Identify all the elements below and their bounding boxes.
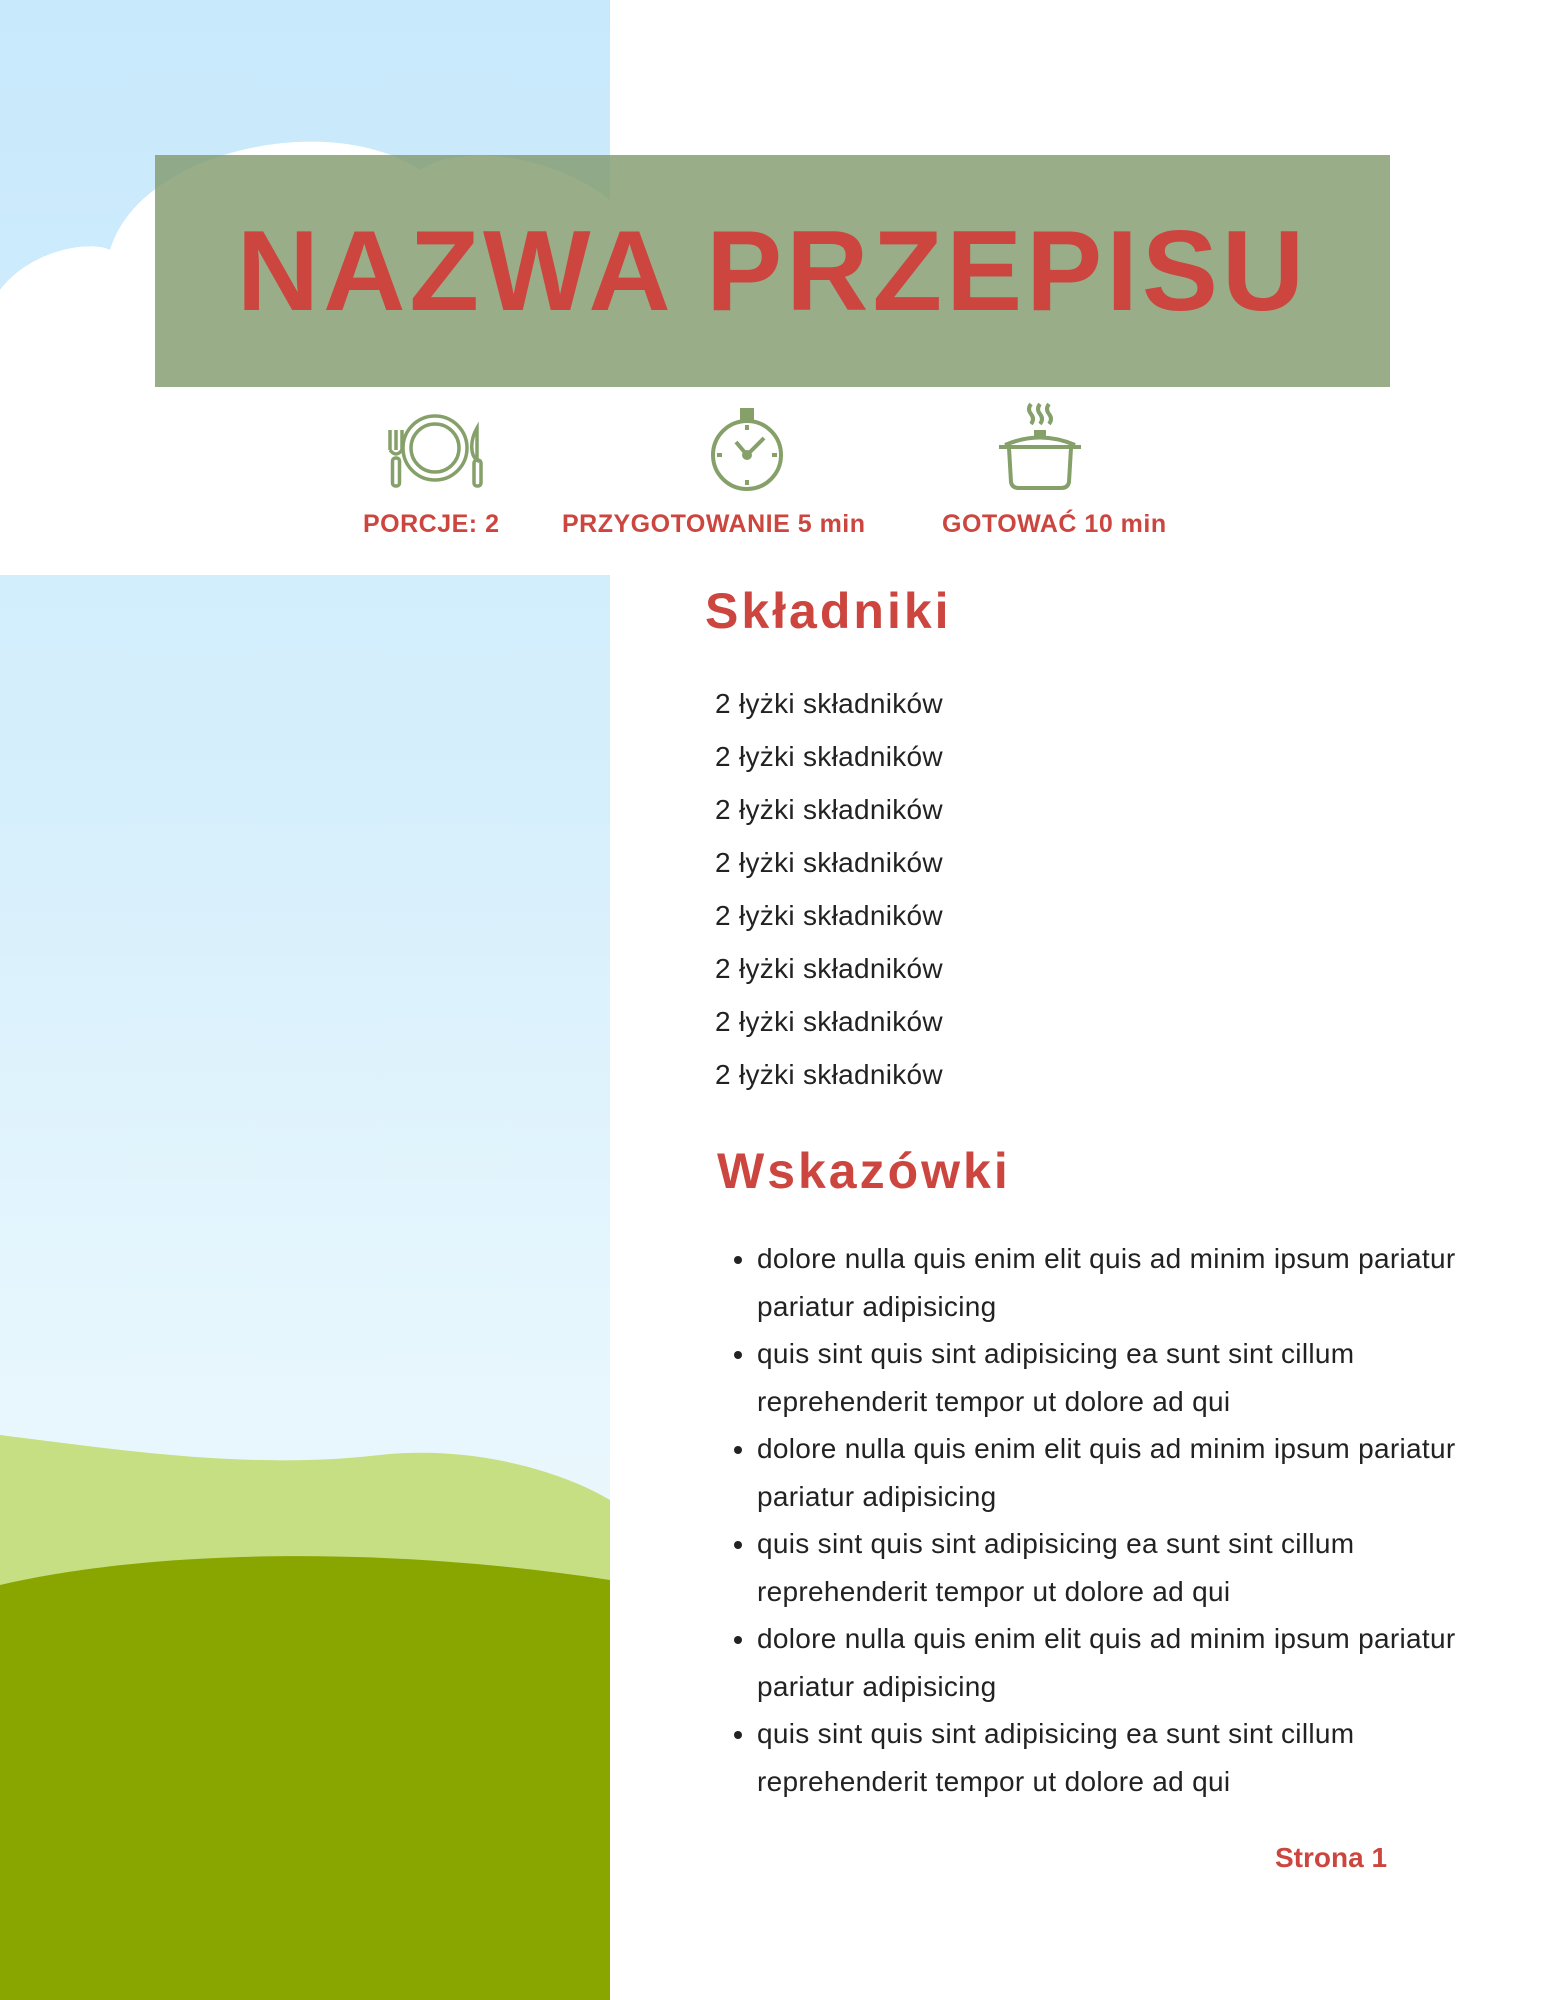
cooking-pot-icon [995, 400, 1085, 495]
cook-time-label: GOTOWAĆ 10 min [942, 510, 1167, 538]
ingredient-item: 2 łyżki składników [715, 1059, 943, 1090]
plate-cutlery-icon [380, 400, 490, 490]
direction-item: • dolore nulla quis enim elit quis ad minim ipsum pariatur pariatur adipisicing [757, 1235, 1497, 1330]
title-banner [155, 155, 1390, 387]
direction-item: • quis sint quis sint adipisicing ea sunt sint cillum reprehenderit tempor ut dolore ad qui [757, 1330, 1497, 1425]
ingredient-item: 2 łyżki składników [715, 847, 943, 878]
ingredient-item: 2 łyżki składników [715, 900, 943, 931]
prep-time-label: PRZYGOTOWANIE 5 min [562, 510, 866, 538]
directions-list [717, 1235, 1497, 1805]
prep-info [702, 400, 792, 495]
ingredient-item: 2 łyżki składników [715, 953, 943, 984]
stopwatch-icon [702, 400, 792, 495]
directions-heading: Wskazówki [717, 1143, 1011, 1199]
servings-label: PORCJE: 2 [363, 510, 500, 538]
ingredient-item: 2 łyżki składników [715, 1006, 943, 1037]
ingredients-heading: Składniki [705, 583, 952, 639]
page-number: Strona 1 [1275, 1842, 1388, 1873]
cook-info [995, 400, 1085, 495]
direction-item: • dolore nulla quis enim elit quis ad minim ipsum pariatur pariatur adipisicing [757, 1615, 1497, 1710]
ingredient-item: 2 łyżki składników [715, 741, 943, 772]
ingredient-item: 2 łyżki składników [715, 688, 943, 719]
ingredient-item: 2 łyżki składników [715, 794, 943, 825]
servings-info [380, 400, 490, 490]
dark-hill [0, 1556, 610, 2000]
direction-item: • dolore nulla quis enim elit quis ad minim ipsum pariatur pariatur adipisicing [757, 1425, 1497, 1520]
recipe-title: NAZWA PRZEPISU [236, 207, 1309, 335]
direction-item: • quis sint quis sint adipisicing ea sunt sint cillum reprehenderit tempor ut dolore ad qui [757, 1710, 1497, 1805]
ingredients-list [715, 677, 943, 1101]
direction-item: • quis sint quis sint adipisicing ea sunt sint cillum reprehenderit tempor ut dolore ad qui [757, 1520, 1497, 1615]
